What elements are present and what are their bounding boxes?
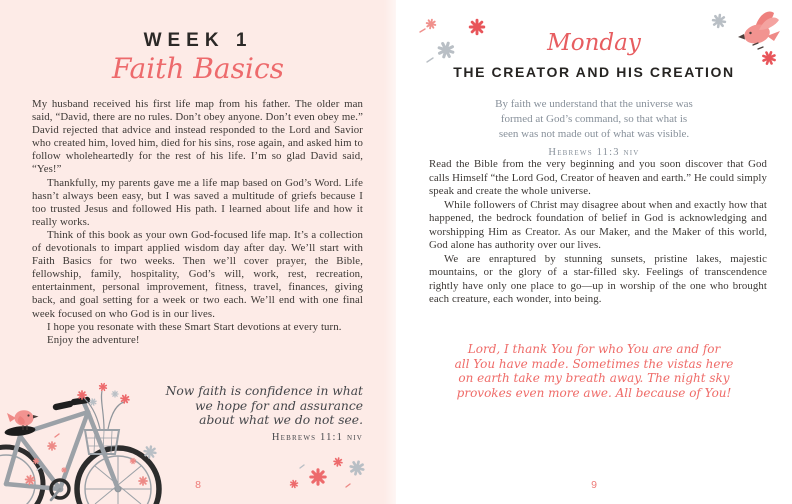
paragraph: While followers of Christ may disagree about when and exactly how that happened, the bedrock foundation of belief in God is acknowledging and worshipping Him as Creator. As our Maker, and the Maker of this world, God alone has authority over our lives. (429, 198, 767, 251)
scripture-reference: Hebrews 11:1 niv (271, 431, 363, 443)
quote-line: Now faith is confidence in what (165, 384, 363, 398)
scripture-reference: Hebrews 11:3 niv (548, 147, 640, 158)
prayer-line: provokes even more awe. All because of You! (456, 385, 732, 400)
scripture-quote (133, 384, 363, 445)
right-page (396, 0, 792, 504)
paragraph: Enjoy the adventure! (47, 333, 140, 346)
epigraph-line: seen was not made out of what was visible. (498, 128, 690, 140)
page-number-left: 8 (195, 479, 201, 491)
prayer-text (396, 342, 792, 400)
epigraph (396, 97, 792, 160)
paragraph: We are enraptured by stunning sunsets, pristine lakes, majestic mountains, or the glory of a star-filled sky. Feelings of transcendence rightly have only one place to go—up in worship of the one who brought each creature, each wonder, into being. (429, 252, 767, 305)
chapter-title: THE CREATOR AND HIS CREATION (453, 64, 735, 80)
right-body-text (429, 158, 767, 307)
prayer-line: all You have made. Sometimes the vistas here (454, 356, 734, 371)
prayer-line: on earth take my breath away. The night sky (458, 371, 730, 385)
prayer-line: Lord, I thank You for who You are and for (467, 342, 721, 356)
epigraph-line: formed at God’s command, so that what is (500, 113, 688, 125)
page-number-right: 9 (591, 479, 597, 491)
quote-line: we hope for and assurance (194, 398, 363, 413)
paragraph: Thankfully, my parents gave me a life map based on God’s Word. Life hasn’t always been easy, but I was saved a multitude of griefs because I too trusted Jesus and followed His path. I learned about life and how it really works. (32, 176, 363, 228)
epigraph-line: By faith we understand that the universe was (495, 98, 693, 110)
week-title: Faith Basics (111, 52, 284, 85)
paragraph: I hope you resonate with these Smart Start devotions at every turn. (47, 320, 342, 333)
day-label: Monday (547, 30, 641, 56)
paragraph: Think of this book as your own God-focused life map. It’s a collection of devotionals to impart applied wisdom day after day. We’ll start with Faith Basics for two weeks. Then we’ll cover prayer, the Bible, fellowship, family, hospitality, God’s will, work, rest, recreation, entertainment, personal improvement, fitness, travel, finances, giving back, and goal setting for a week or two each. We’ll end with one final week focused on who God is in our lives. (32, 228, 363, 320)
paragraph: Read the Bible from the very beginning and you soon discover that God calls Himself “the Lord God, Creator of heaven and earth.” He could simply speak and create the whole universe. (429, 158, 767, 197)
left-body-text (32, 98, 363, 347)
paragraph: My husband received his first life map from his father. The older man said, “David, there are no rules. Don’t obey anyone. Don’t even obey me.” David rejected that advice and instead responded to the Lord and Savior who created him, loved him, died for his sins, rose again, and asked him to follow wholeheartedly for the rest of his life. I’m so glad David said, “Yes!” (32, 98, 363, 176)
week-label: WEEK 1 (143, 30, 253, 51)
quote-line: about what we do not see. (199, 413, 363, 427)
spine-highlight (384, 0, 396, 504)
